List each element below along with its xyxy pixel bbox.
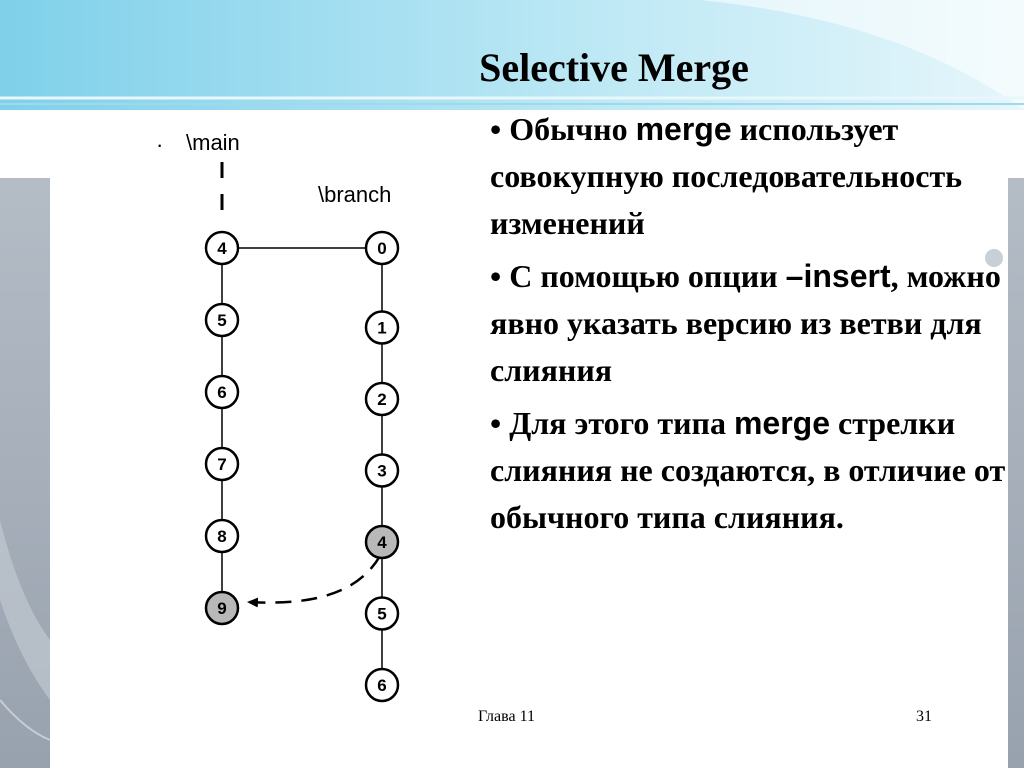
bullet-keyword-merge: merge: [635, 111, 732, 147]
branch-node-5: [366, 598, 398, 630]
node-label: 7: [217, 455, 227, 474]
bullet-symbol: •: [490, 258, 502, 294]
main-node-5: [206, 304, 238, 336]
main-branch-label: \main: [186, 130, 240, 155]
bullet-symbol: •: [490, 111, 502, 147]
node-label: 3: [377, 461, 387, 481]
node-label: 5: [377, 604, 387, 624]
bullet-keyword-merge: merge: [733, 405, 830, 441]
footer-page-number: 31: [916, 708, 932, 725]
node-label: 4: [217, 239, 227, 258]
node-label: 1: [377, 318, 387, 338]
bullet-text-1b: использует совокупную последовательность изменений: [490, 111, 963, 241]
footer-chapter: Глава 11: [478, 708, 535, 725]
main-node-9: [206, 592, 238, 624]
bullet-text-3b: стрелки слияния не создаются, в отличие от обычного типа слияния.: [490, 405, 1006, 535]
bullet-text-2a: С помощью опции: [509, 258, 786, 294]
branch-node-6: [366, 669, 398, 701]
main-node-7: [206, 448, 238, 480]
diagram-nodes: [206, 232, 398, 701]
node-label: 8: [217, 527, 227, 546]
node-label: 6: [377, 676, 387, 695]
branch-node-4: [366, 526, 398, 558]
bullet-symbol: •: [490, 405, 502, 441]
node-label: 0: [377, 239, 387, 258]
bullet-text-1a: Обычно: [509, 111, 636, 147]
dot-mark: ·: [156, 132, 164, 157]
main-node-8: [206, 520, 238, 552]
merge-arrow: [248, 556, 380, 603]
bullet-text-2b: , можно явно указать версию из ветви для слияния: [490, 258, 1001, 388]
slide-title: Selective Merge: [479, 45, 749, 90]
diagram-edges: [222, 248, 382, 669]
bullet-keyword-insert: –insert: [785, 258, 891, 294]
main-node-6: [206, 376, 238, 408]
branch-node-2: [366, 383, 398, 415]
branch-node-1: [366, 312, 398, 344]
node-label: 2: [377, 390, 387, 409]
branch-node-0: [366, 232, 398, 264]
node-label: 4: [377, 533, 387, 552]
main-node-4: [206, 232, 238, 264]
node-label: 9: [217, 599, 227, 618]
bullet-text-3a: Для этого типа: [509, 405, 734, 441]
branch-node-3: [366, 455, 398, 487]
branch-label: \branch: [318, 182, 392, 207]
node-label: 5: [217, 311, 227, 330]
node-label: 6: [217, 383, 227, 402]
